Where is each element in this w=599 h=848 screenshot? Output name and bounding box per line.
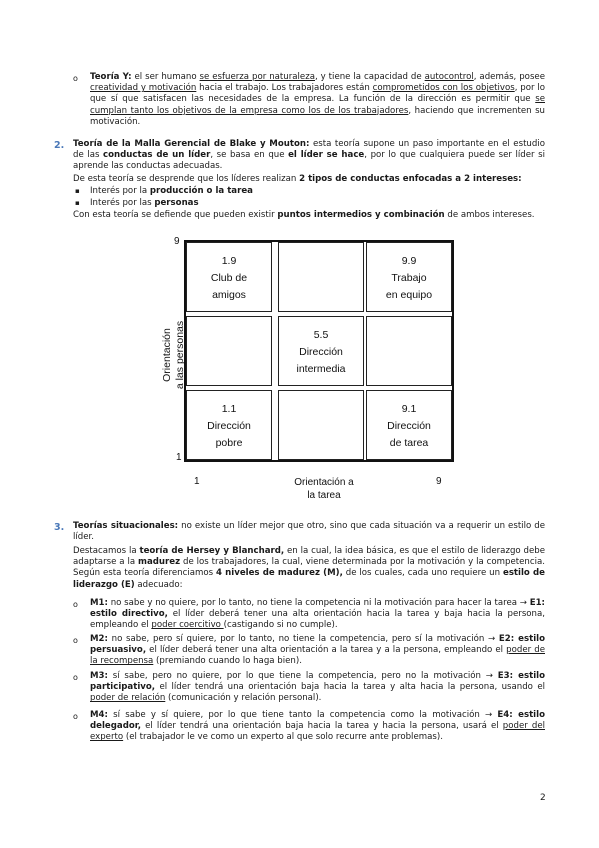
m3-item: M3: sí sabe, pero no quiere, por lo que tiene la competencia, pero no la motivación → E3: estilo participativo, el líder tendrá una orientación baja hacia la tarea y alta hacia la persona, usando el poder de relación (comunicación y relación personal). [90, 671, 545, 704]
interes-personas-item: Interés por las personas [90, 198, 199, 208]
teoria-y-paragraph: Teoría Y: el ser humano se esfuerza por naturaleza, y tiene la capacidad de autocontrol, además, posee creatividad y motivación hacia el trabajo. Los trabajadores están comprometidos con los objetivos, por lo que sí que satisfacen las necesidades de la empresa. La función de la dirección es permitir que se cumplan tanto los objetivos de la empresa como los de los trabajadores, haciendo que incrementen su motivación. [90, 72, 545, 127]
section-2-paragraph: Teoría de la Malla Gerencial de Blake y Mouton: esta teoría supone un paso importante en el estudio de las conductas de un líder, se basa en que el líder se hace, por lo que cualquiera puede ser líder si aprende las conductas adecuadas. [73, 139, 545, 172]
y-axis-label: Orientación a las personas [161, 320, 186, 390]
grid-cell-5-5: 5.5 Dirección intermedia [278, 316, 364, 386]
hersey-blanchard-paragraph: Destacamos la teoría de Hersey y Blanchard, en la cual, la idea básica, es que el estilo de liderazgo debe adaptarse a la madurez de los trabajadores, la cual, viene determinada por la motivación y la competencia. Según esta teoría diferenciamos 4 niveles de madurez (M), de los cuales, cada uno requiere un estilo de liderazgo (E) adecuado: [73, 546, 545, 590]
section-2-title: Teoría de la Malla Gerencial de Blake y Mouton: [73, 139, 310, 149]
circle-bullet-icon: o [73, 712, 78, 721]
circle-bullet-icon: o [73, 636, 78, 645]
section-3-number: 3. [54, 522, 65, 533]
interes-tarea-item: Interés por la producción o la tarea [90, 186, 253, 196]
teoria-y-label: Teoría Y: [90, 72, 132, 82]
page-number: 2 [540, 793, 546, 803]
x-axis-label: Orientación a la tarea [294, 477, 354, 501]
circle-bullet-icon: o [73, 74, 78, 83]
square-bullet-icon: ▪ [75, 187, 80, 195]
grid-cell-empty [278, 390, 364, 460]
y-axis-max: 9 [174, 236, 180, 247]
grid-cell-empty [186, 316, 272, 386]
x-axis-min: 1 [194, 476, 200, 487]
circle-bullet-icon: o [73, 600, 78, 609]
m2-item: M2: no sabe, pero sí quiere, por lo tanto, no tiene la competencia, pero sí la motivación → E2: estilo persuasivo, el líder deberá tener una alta orientación a la tarea y a la persona, empleando el poder de la recompensa (premiando cuando lo haga bien). [90, 634, 545, 667]
grid-cell-empty [366, 316, 452, 386]
managerial-grid-figure [146, 232, 456, 502]
m1-item: M1: no sabe y no quiere, por lo tanto, no tiene la competencia ni la motivación para hacer la tarea → E1: estilo directivo, el líder deberá tener una alta orientación hacia la tarea y baja hacia la persona, empleando el poder coercitivo (castigando si no cumple). [90, 598, 545, 631]
grid-cell-9-1: 9.1 Dirección de tarea [366, 390, 452, 460]
section-2-number: 2. [54, 140, 65, 151]
m4-item: M4: sí sabe y sí quiere, por lo que tiene tanto la competencia como la motivación → E4: estilo delegador, el líder tendrá una orientación baja hacia la tarea y hacia la persona, usará el poder del experto (el trabajador le ve como un experto al que solo recurre ante problemas). [90, 710, 545, 743]
section-2-intereses: De esta teoría se desprende que los líderes realizan 2 tipos de conductas enfocadas a 2 intereses: [73, 174, 522, 184]
grid-cell-1-9: 1.9 Club de amigos [186, 242, 272, 312]
section-3-paragraph: Teorías situacionales: no existe un líder mejor que otro, sino que cada situación va a requerir un estilo de líder. [73, 521, 545, 543]
x-axis-max: 9 [436, 476, 442, 487]
section-2-combinacion: Con esta teoría se defiende que pueden existir puntos intermedios y combinación de ambos intereses. [73, 210, 535, 220]
section-3-title: Teorías situacionales: [73, 521, 179, 531]
square-bullet-icon: ▪ [75, 199, 80, 207]
managerial-grid [184, 240, 454, 462]
grid-cell-1-1: 1.1 Dirección pobre [186, 390, 272, 460]
grid-cell-empty [278, 242, 364, 312]
y-axis-min: 1 [176, 452, 182, 463]
circle-bullet-icon: o [73, 673, 78, 682]
grid-cell-9-9: 9.9 Trabajo en equipo [366, 242, 452, 312]
